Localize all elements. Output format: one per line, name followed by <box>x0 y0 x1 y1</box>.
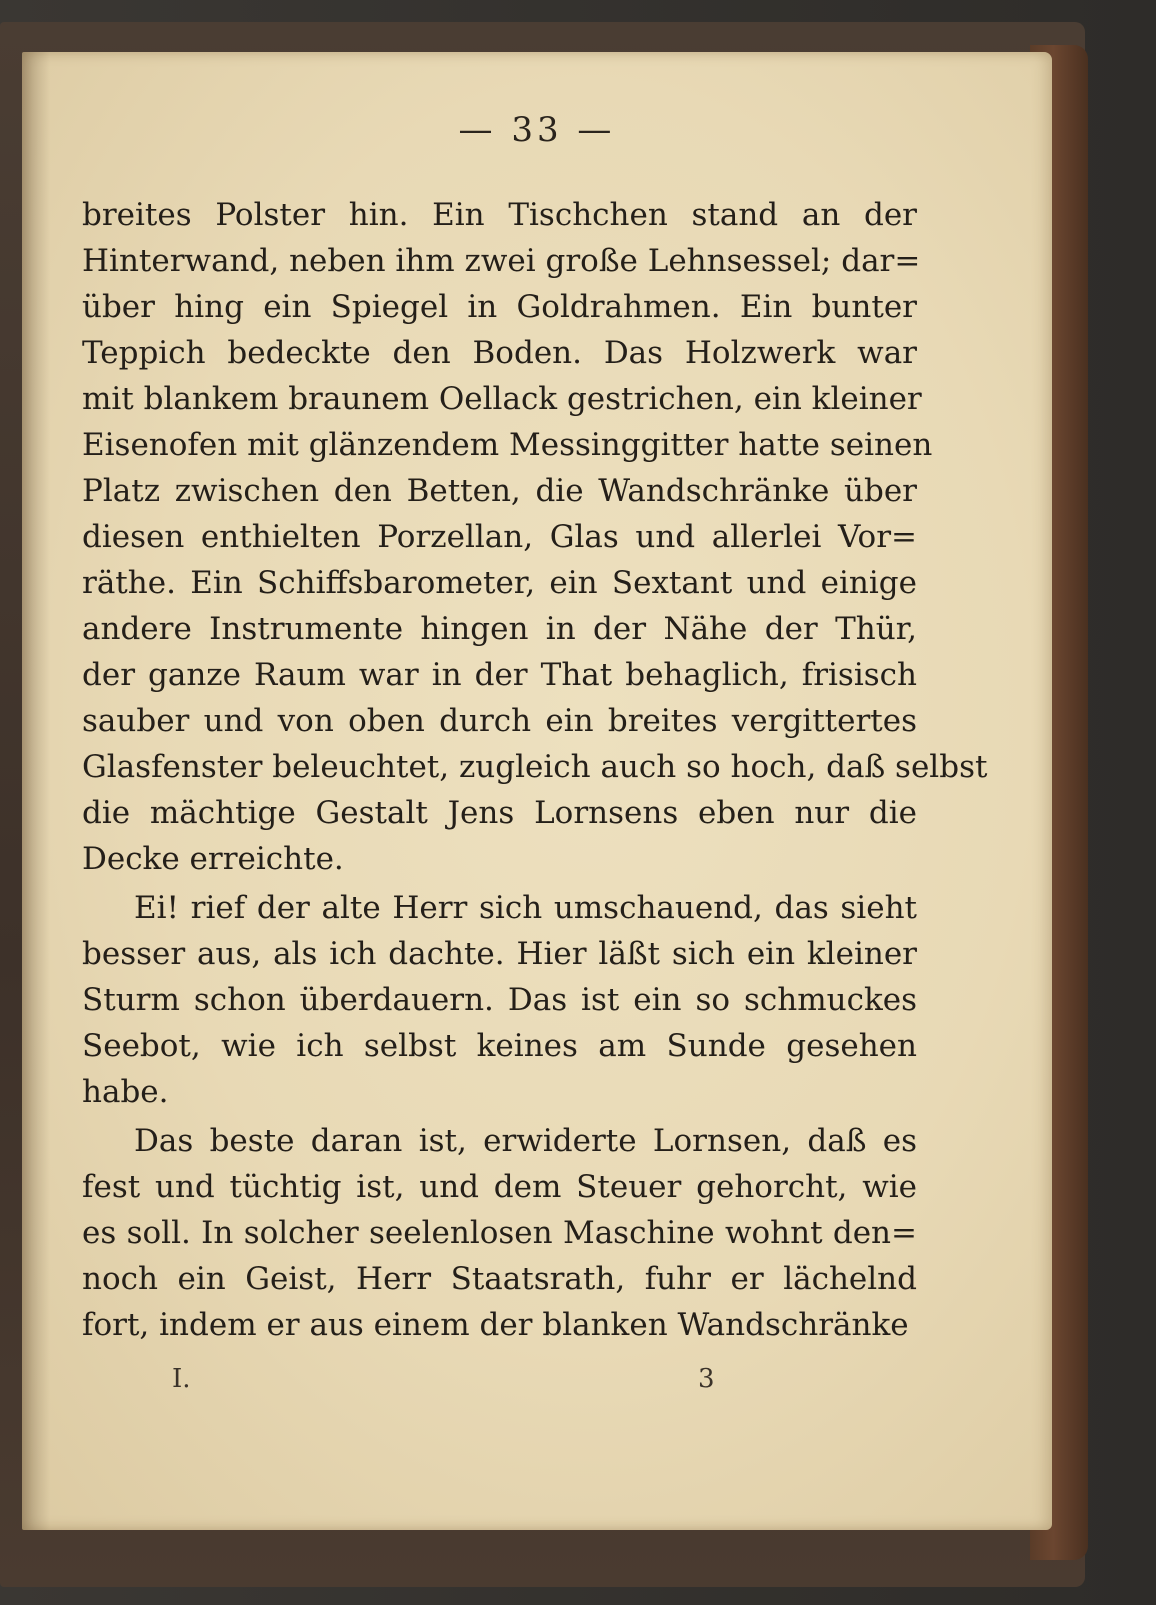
text-line: besser aus, als ich dachte. Hier läßt sich ein kleiner <box>82 936 917 972</box>
text-line: fest und tüchtig ist, und dem Steuer gehorcht, wie <box>82 1169 917 1205</box>
text-line: Eisenofen mit glänzendem Messinggitter hatte seinen <box>82 427 933 463</box>
paragraph <box>82 885 917 1115</box>
text-line: Glasfenster beleuchtet, zugleich auch so hoch, daß selbst <box>82 749 988 785</box>
text-line: sauber und von oben durch ein breites vergittertes <box>82 703 917 739</box>
sheet-signature: 3 <box>698 1364 715 1394</box>
text-line: Platz zwischen den Betten, die Wandschränke über <box>82 473 917 509</box>
page-number: — 33 — <box>458 110 616 150</box>
page-footer <box>22 1364 1052 1404</box>
text-line: Seebot, wie ich selbst keines am Sunde gesehen <box>82 1028 917 1064</box>
text-line: Hinterwand, neben ihm zwei große Lehnsessel; dar= <box>82 243 921 279</box>
volume-signature: I. <box>172 1364 191 1394</box>
text-line: habe. <box>82 1074 169 1110</box>
text-line: andere Instrumente hingen in der Nähe der Thür, <box>82 611 917 647</box>
text-line: diesen enthielten Porzellan, Glas und allerlei Vor= <box>82 519 917 555</box>
text-line: räthe. Ein Schiffsbarometer, ein Sextant und einige <box>82 565 917 601</box>
text-line: Das beste daran ist, erwiderte Lornsen, daß es <box>134 1123 917 1159</box>
paragraph <box>82 1118 917 1348</box>
text-line: Decke erreichte. <box>82 841 344 877</box>
book-page <box>22 52 1052 1530</box>
text-line: fort, indem er aus einem der blanken Wandschränke <box>82 1307 909 1343</box>
text-line: mit blankem braunem Oellack gestrichen, ein kleiner <box>82 381 922 417</box>
text-line: es soll. In solcher seelenlosen Maschine wohnt den= <box>82 1215 917 1251</box>
text-line: Teppich bedeckte den Boden. Das Holzwerk war <box>82 335 917 371</box>
body-text <box>82 192 988 1348</box>
text-line: Sturm schon überdauern. Das ist ein so schmuckes <box>82 982 917 1018</box>
text-line: die mächtige Gestalt Jens Lornsens eben nur die <box>82 795 917 831</box>
text-line: breites Polster hin. Ein Tischchen stand an der <box>82 197 917 233</box>
page-gutter-shadow <box>22 52 50 1530</box>
paragraph <box>82 192 988 882</box>
text-line: noch ein Geist, Herr Staatsrath, fuhr er lächelnd <box>82 1261 917 1297</box>
text-line: Ei! rief der alte Herr sich umschauend, das sieht <box>134 890 917 926</box>
text-line: über hing ein Spiegel in Goldrahmen. Ein bunter <box>82 289 917 325</box>
text-line: der ganze Raum war in der That behaglich, frisisch <box>82 657 917 693</box>
